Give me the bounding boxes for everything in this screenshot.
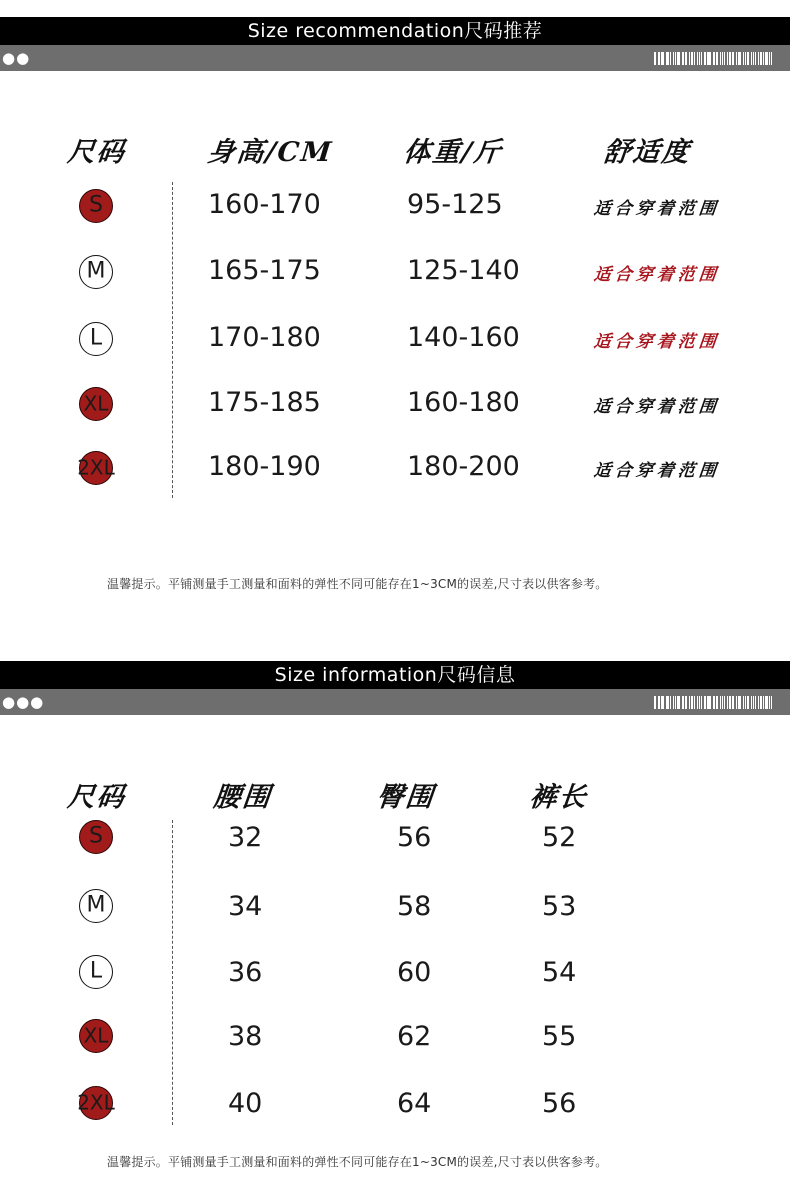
hip-cell: 56 [397, 822, 432, 853]
height-cell: 180-190 [208, 451, 321, 482]
size-label: L [89, 325, 103, 351]
column-divider [172, 182, 173, 498]
size-label: 2XL [77, 1090, 115, 1115]
size-badge-m [79, 889, 113, 923]
fit-label: 适合穿着范围 [592, 397, 721, 417]
waist-cell: 32 [228, 822, 263, 853]
weight-cell: 180-200 [407, 451, 520, 482]
weight-cell: 140-160 [407, 322, 520, 353]
hip-cell: 64 [397, 1088, 432, 1119]
size-label: 2XL [77, 455, 115, 480]
size-badge-2xl [79, 1086, 113, 1120]
section1-decor-strip [0, 45, 790, 71]
header-waist: 腰围 [212, 782, 274, 813]
height-cell: 165-175 [208, 255, 321, 286]
size-label: XL [83, 391, 109, 416]
header-comfort: 舒适度 [602, 137, 693, 168]
dots-decoration: ●●● [2, 693, 45, 711]
height-cell: 160-170 [208, 189, 321, 220]
fit-label: 适合穿着范围 [592, 461, 721, 481]
header-size: 尺码 [66, 782, 128, 813]
height-cell: 170-180 [208, 322, 321, 353]
size-badge-s [79, 189, 113, 223]
section1-title: Size recommendation尺码推荐 [0, 17, 790, 45]
barcode-decoration [654, 52, 774, 65]
fit-label: 适合穿着范围 [592, 332, 721, 352]
size-label: S [89, 192, 103, 218]
waist-cell: 38 [228, 1021, 263, 1052]
header-size: 尺码 [66, 137, 128, 168]
waist-cell: 40 [228, 1088, 263, 1119]
fit-label: 适合穿着范围 [592, 199, 721, 219]
header-hip: 臀围 [375, 782, 437, 813]
header-length: 裤长 [528, 782, 590, 813]
weight-cell: 160-180 [407, 387, 520, 418]
size-badge-s [79, 820, 113, 854]
length-cell: 54 [542, 957, 577, 988]
dots-decoration: ●● [2, 49, 31, 67]
section2-note: 温馨提示。平铺测量手工测量和面料的弹性不同可能存在1~3CM的误差,尺寸表以供客参考。 [107, 1155, 608, 1169]
length-cell: 55 [542, 1021, 577, 1052]
hip-cell: 60 [397, 957, 432, 988]
barcode-decoration [654, 696, 774, 709]
fit-label: 适合穿着范围 [592, 265, 721, 285]
height-cell: 175-185 [208, 387, 321, 418]
hip-cell: 58 [397, 891, 432, 922]
header-weight: 体重/斤 [402, 137, 505, 168]
size-label: M [86, 892, 106, 918]
size-badge-xl [79, 1019, 113, 1053]
size-badge-xl [79, 387, 113, 421]
waist-cell: 36 [228, 957, 263, 988]
waist-cell: 34 [228, 891, 263, 922]
size-label: S [89, 823, 103, 849]
weight-cell: 125-140 [407, 255, 520, 286]
section2-decor-strip [0, 689, 790, 715]
size-label: L [89, 958, 103, 984]
size-badge-m [79, 255, 113, 289]
size-badge-l [79, 322, 113, 356]
length-cell: 53 [542, 891, 577, 922]
size-badge-l [79, 955, 113, 989]
header-height: 身高/CM [206, 137, 335, 168]
hip-cell: 62 [397, 1021, 432, 1052]
length-cell: 52 [542, 822, 577, 853]
weight-cell: 95-125 [407, 189, 503, 220]
size-badge-2xl [79, 451, 113, 485]
length-cell: 56 [542, 1088, 577, 1119]
column-divider [172, 820, 173, 1125]
section2-title: Size information尺码信息 [0, 661, 790, 689]
section1-note: 温馨提示。平铺测量手工测量和面料的弹性不同可能存在1~3CM的误差,尺寸表以供客参考。 [107, 577, 608, 591]
size-label: XL [83, 1023, 109, 1048]
size-label: M [86, 258, 106, 284]
